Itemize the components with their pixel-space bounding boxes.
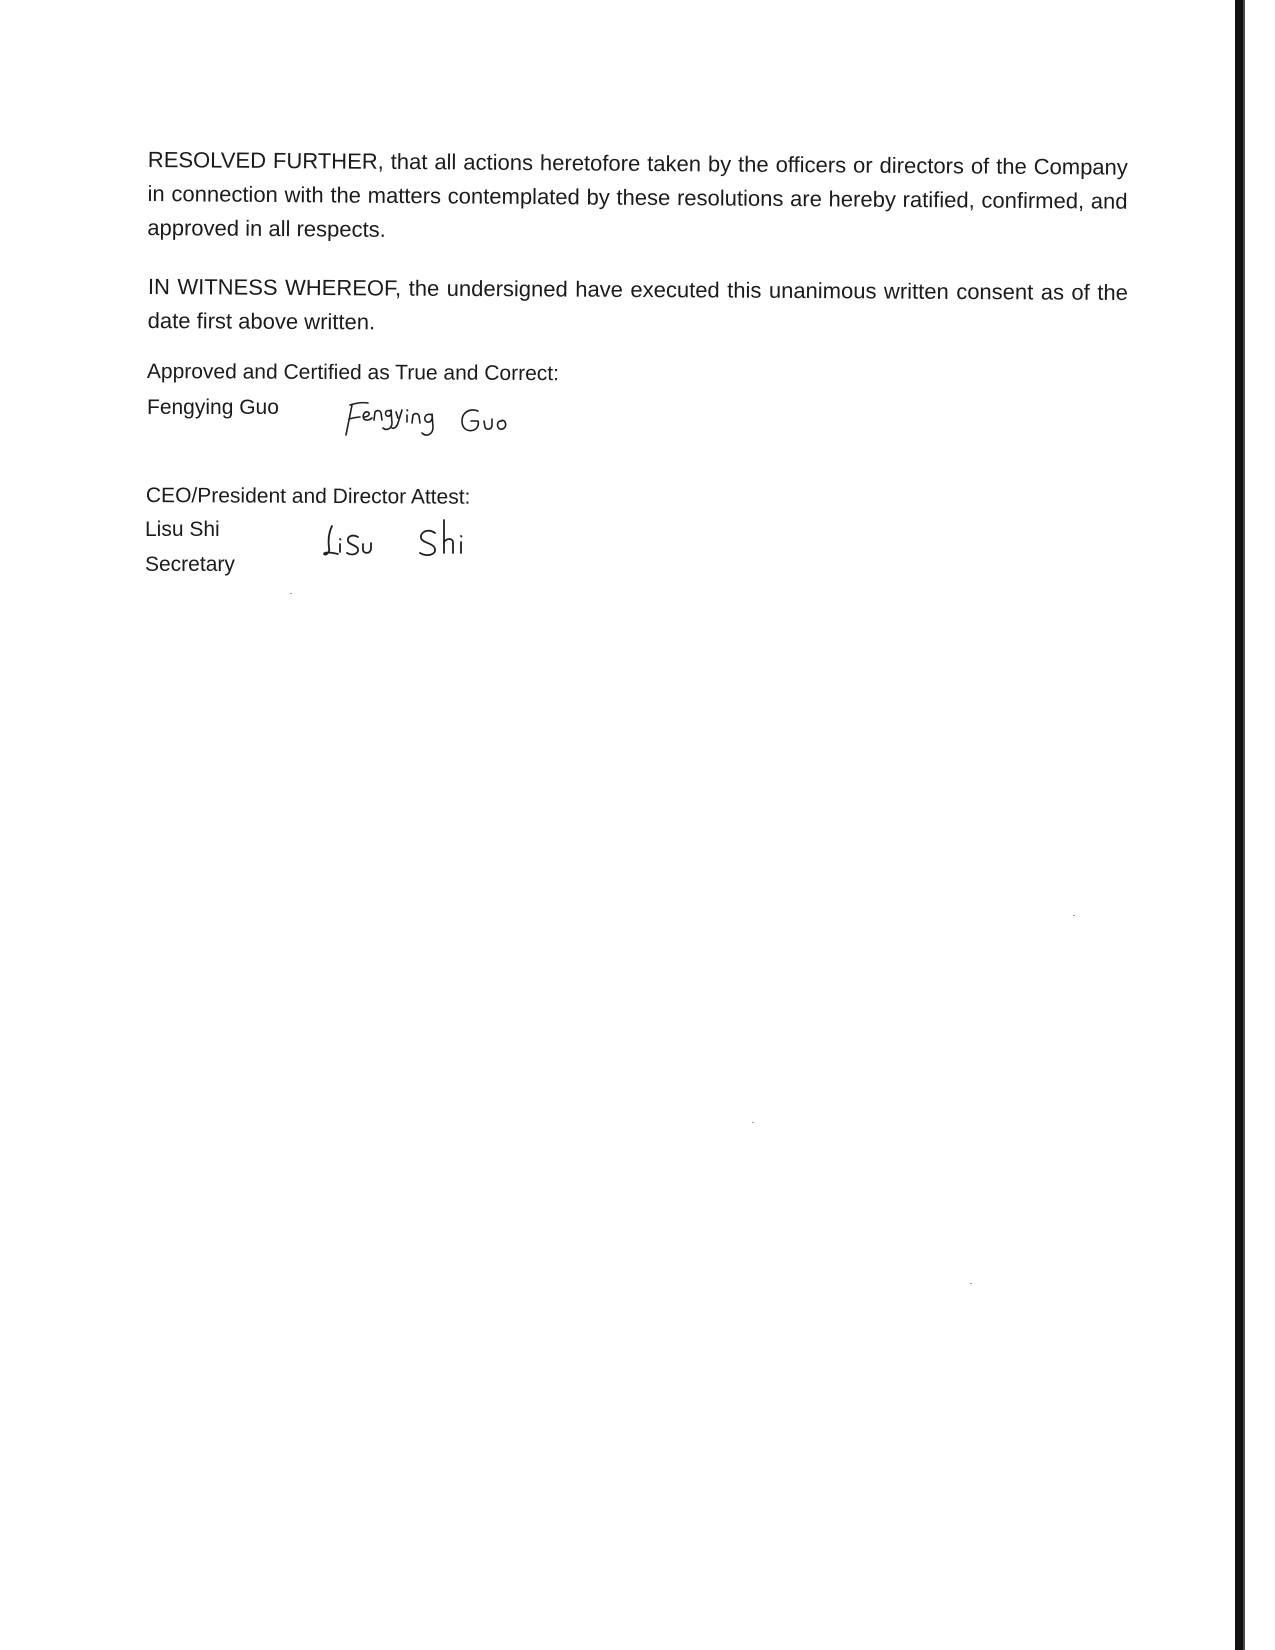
attest-heading: CEO/President and Director Attest: xyxy=(145,483,471,509)
attest-signer-title: Secretary xyxy=(145,553,235,576)
scan-speck xyxy=(970,1283,972,1284)
lisu-shi-signature xyxy=(320,518,480,578)
scan-speck xyxy=(290,593,292,594)
resolved-further-paragraph: RESOLVED FURTHER, that all actions heretofore taken by the officers or directors of the Company in connection with the matters contemplated by these resolutions are hereby ratified, confirmed, and approved in all respects. xyxy=(147,146,1128,242)
in-witness-paragraph: IN WITNESS WHEREOF, the undersigned have executed this unanimous written consent as of the date first above written. xyxy=(147,273,1128,335)
approval-heading: Approved and Certified as True and Correct: xyxy=(146,359,560,386)
scan-speck xyxy=(1073,915,1075,916)
fengying-guo-signature xyxy=(340,395,540,451)
scan-speck xyxy=(752,1122,754,1123)
approval-signer-name: Fengying Guo xyxy=(147,396,279,419)
scan-edge-border xyxy=(1235,0,1243,1650)
scan-edge-shadow xyxy=(1243,0,1245,1650)
attest-signer-name: Lisu Shi xyxy=(145,518,220,541)
